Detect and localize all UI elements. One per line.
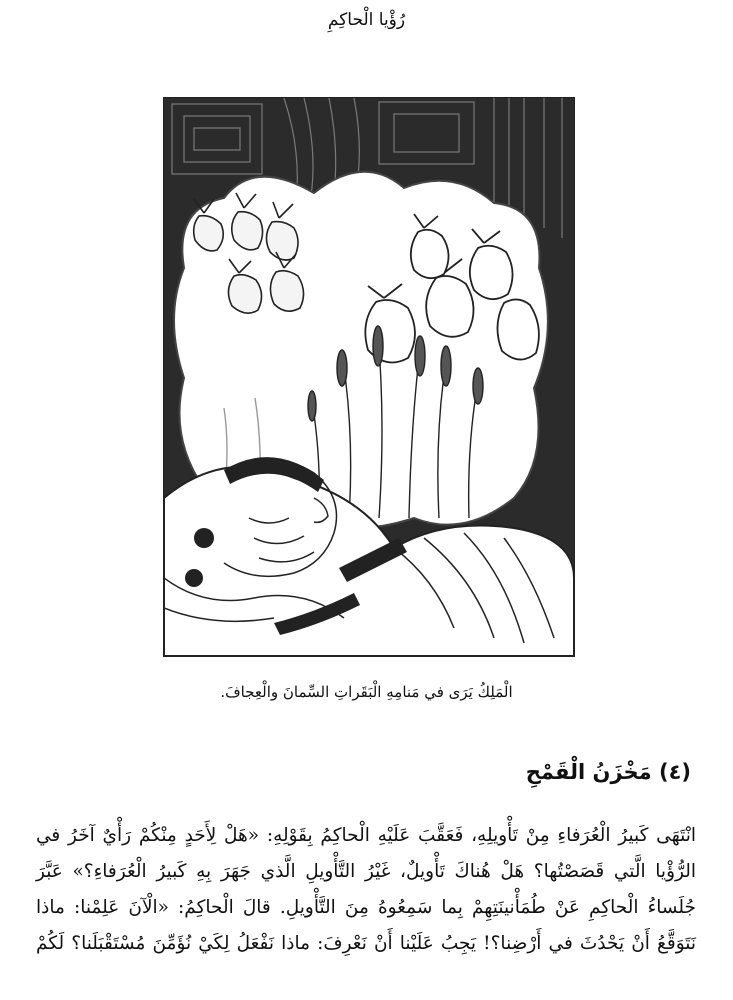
- running-header: رُؤْيا الْحاكِمِ: [327, 10, 406, 30]
- text-line: جُلَساءُ الْحاكِمِ عَنْ طُمَأْنينَتِهِمْ بِما سَمِعُوهُ مِنَ التَّأْويلِ. قالَ الْحاكِمُ: «الْآنَ عَلِمْنا: ماذا: [36, 897, 696, 918]
- dream-illustration: [163, 97, 575, 657]
- body-paragraph: [36, 818, 696, 962]
- figure-caption: الْمَلِكُ يَرَى في مَنامِهِ الْبَقَراتِ السِّمانَ والْعِجافَ.: [220, 683, 513, 701]
- section-heading: (٤) مَخْزَنُ الْقَمْحِ: [525, 760, 691, 784]
- text-line: انْتَهَى كَبيرُ الْعُرَفاءِ مِنْ تَأْويلِهِ، فَعَقَّبَ عَلَيْهِ الْحاكِمُ بِقَوْلِهِ: «هَلْ لِأَحَدٍ مِنْكُمْ رَأْيٌ آخَرُ في: [36, 825, 696, 846]
- text-line: نَتَوَقَّعُ أَنْ يَحْدُثَ في أَرْضِنا؟! يَجِبُ عَلَيْنا أَنْ نَعْرِفَ: ماذا نَفْعَلُ لِكَيْ نُؤَمِّنَ مُسْتَقْبَلَنا؟ لَكُمْ: [36, 933, 696, 954]
- text-line: الرُّؤْيا الَّتي قَصَصْتُها؟ هَلْ هُناكَ تَأْويلٌ، غَيْرُ التَّأْويلِ الَّذي جَهَرَ بِهِ كَبيرُ الْعُرَفاءِ؟» عَبَّرَ: [36, 861, 696, 882]
